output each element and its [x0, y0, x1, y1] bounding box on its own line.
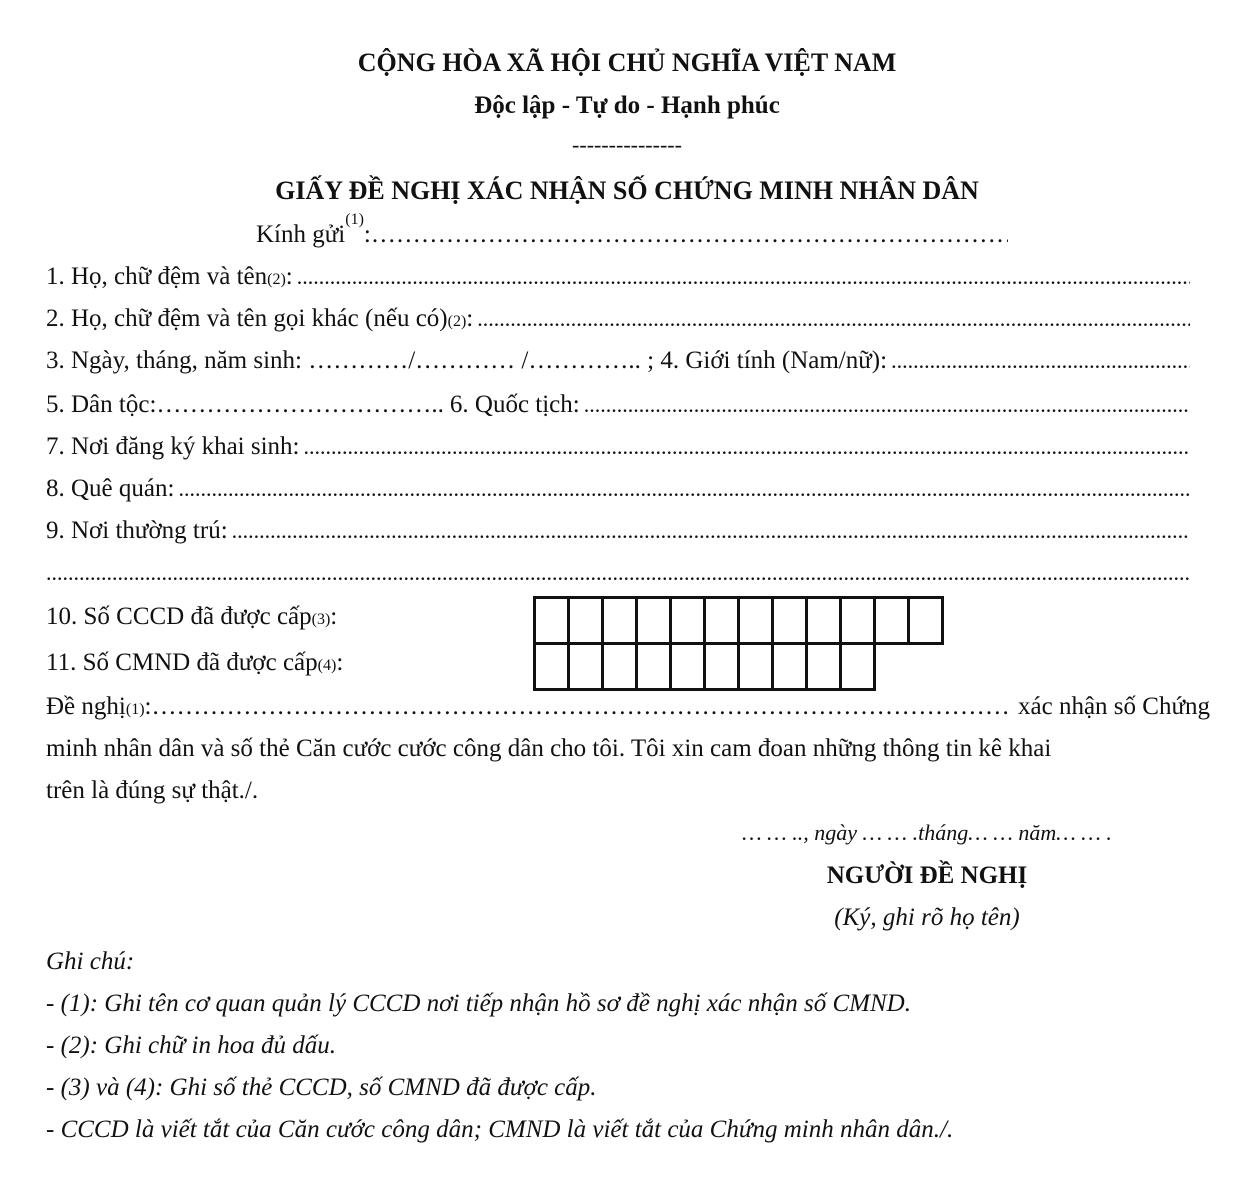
- request-label: Đề nghị: [46, 693, 126, 720]
- cccd-digit-box[interactable]: [570, 599, 604, 642]
- dob-label[interactable]: 3. Ngày, tháng, năm sinh: …………/………… /…………..: [46, 347, 641, 374]
- cmnd-digit-box[interactable]: [774, 645, 808, 688]
- cmnd-digit-box[interactable]: [604, 645, 638, 688]
- cccd-label: 10. Số CCCD đã được cấp: [46, 603, 312, 630]
- cccd-digit-boxes: [533, 596, 944, 645]
- birth-registration-input[interactable]: [303, 432, 1190, 462]
- cccd-digit-box[interactable]: [604, 599, 638, 642]
- note-item: - CCCD là viết tắt của Căn cước công dân; CMND là viết tắt của Chứng minh nhân dân./.: [46, 1116, 954, 1143]
- cmnd-digit-box[interactable]: [638, 645, 672, 688]
- field-residence: [46, 516, 1190, 546]
- ethnicity-input[interactable]: ……………………………..: [156, 391, 444, 418]
- cmnd-digit-box[interactable]: [672, 645, 706, 688]
- signature-hint: (Ký, ghi rõ họ tên): [834, 904, 1020, 931]
- other-name-input[interactable]: [477, 304, 1190, 334]
- cccd-digit-box[interactable]: [876, 599, 910, 642]
- field-other-name: 2. Họ, chữ đệm và tên gọi khác (nếu có) (2) : .....: [46, 304, 1190, 334]
- addressee-label: Kính gửi: [256, 221, 346, 248]
- request-line-2: minh nhân dân và số thẻ Căn cước cước công dân cho tôi. Tôi xin cam đoan những thông tin kê khai: [46, 735, 1052, 762]
- nationality-input[interactable]: [584, 390, 1190, 420]
- field-cmnd: 11. Số CMND đã được cấp (4) :: [46, 649, 344, 676]
- nation-heading: CỘNG HÒA XÃ HỘI CHỦ NGHĨA VIỆT NAM: [357, 48, 897, 77]
- cccd-digit-box[interactable]: [808, 599, 842, 642]
- field-cccd: 10. Số CCCD đã được cấp (3) :: [46, 603, 338, 630]
- cccd-digit-box[interactable]: [638, 599, 672, 642]
- cmnd-label: 11. Số CMND đã được cấp: [46, 649, 318, 676]
- cccd-digit-box[interactable]: [842, 599, 876, 642]
- signature-title: NGƯỜI ĐỀ NGHỊ: [826, 862, 1028, 889]
- header-divider: ---------------: [572, 132, 682, 157]
- hometown-label: 8. Quê quán:: [46, 475, 175, 502]
- field-birth-registration: [46, 432, 1190, 462]
- note-item: - (2): Ghi chữ in hoa đủ dấu.: [46, 1032, 336, 1059]
- notes-heading: Ghi chú:: [46, 948, 135, 975]
- note-item: - (1): Ghi tên cơ quan quản lý CCCD nơi tiếp nhận hồ sơ đề nghị xác nhận số CMND.: [46, 990, 911, 1017]
- full-name-input[interactable]: [297, 262, 1190, 292]
- gender-input[interactable]: [891, 346, 1190, 376]
- cccd-digit-box[interactable]: [740, 599, 774, 642]
- addressee-line: Kính gửi (1) : ………………………………………………………………………………………………………………………………………………………………………………………………………: [256, 220, 1008, 250]
- cmnd-digit-box[interactable]: [808, 645, 842, 688]
- cmnd-digit-boxes: [533, 642, 876, 691]
- request-line: Đề nghị (1) : ……………………………………………………………………………………………………………………………………………………………………………………………………… xác nhận số Chứng: [46, 692, 1210, 722]
- request-tail: xác nhận số Chứng: [1018, 693, 1210, 720]
- birth-registration-label: 7. Nơi đăng ký khai sinh:: [46, 433, 300, 460]
- field-residence-continued: [46, 558, 1190, 588]
- field-ethnicity-nationality: [46, 390, 1190, 420]
- field-dob-gender: 3. Ngày, tháng, năm sinh: …………/………… /………….. ; 4. Giới tính (Nam/nữ): .....: [46, 346, 1190, 376]
- field-hometown: [46, 474, 1190, 504]
- cccd-digit-box[interactable]: [672, 599, 706, 642]
- cmnd-digit-box[interactable]: [740, 645, 774, 688]
- residence-input[interactable]: [232, 516, 1190, 546]
- cccd-digit-box[interactable]: [774, 599, 808, 642]
- cccd-digit-box[interactable]: [706, 599, 740, 642]
- cccd-digit-box[interactable]: [536, 599, 570, 642]
- hometown-input[interactable]: [178, 474, 1190, 504]
- cmnd-digit-box[interactable]: [842, 645, 876, 688]
- other-name-label: 2. Họ, chữ đệm và tên gọi khác (nếu có): [46, 305, 448, 332]
- cmnd-digit-box[interactable]: [536, 645, 570, 688]
- ethnicity-label: 5. Dân tộc:: [46, 391, 157, 418]
- gender-label: 4. Giới tính (Nam/nữ):: [660, 347, 888, 374]
- signature-date-line[interactable]: … … .., ngày … … .tháng… … năm… … .: [742, 820, 1112, 845]
- addressee-input[interactable]: [371, 220, 1008, 250]
- addressee-footnote: (1): [345, 211, 364, 228]
- full-name-label: 1. Họ, chữ đệm và tên: [46, 263, 268, 290]
- cmnd-digit-box[interactable]: [570, 645, 604, 688]
- note-item: - (3) và (4): Ghi số thẻ CCCD, số CMND đã được cấp.: [46, 1074, 597, 1101]
- request-agency-input[interactable]: [151, 692, 1010, 722]
- residence-input-line2[interactable]: [46, 558, 1190, 588]
- form-title: GIẤY ĐỀ NGHỊ XÁC NHẬN SỐ CHỨNG MINH NHÂN DÂN: [275, 176, 979, 205]
- cccd-digit-box[interactable]: [910, 599, 944, 642]
- motto-heading: Độc lập - Tự do - Hạnh phúc: [474, 92, 780, 119]
- cmnd-digit-box[interactable]: [706, 645, 740, 688]
- residence-label: 9. Nơi thường trú:: [46, 517, 228, 544]
- nationality-label: 6. Quốc tịch:: [449, 391, 580, 418]
- request-line-3: trên là đúng sự thật./.: [46, 777, 259, 804]
- field-full-name: 1. Họ, chữ đệm và tên (2) : .....: [46, 262, 1190, 292]
